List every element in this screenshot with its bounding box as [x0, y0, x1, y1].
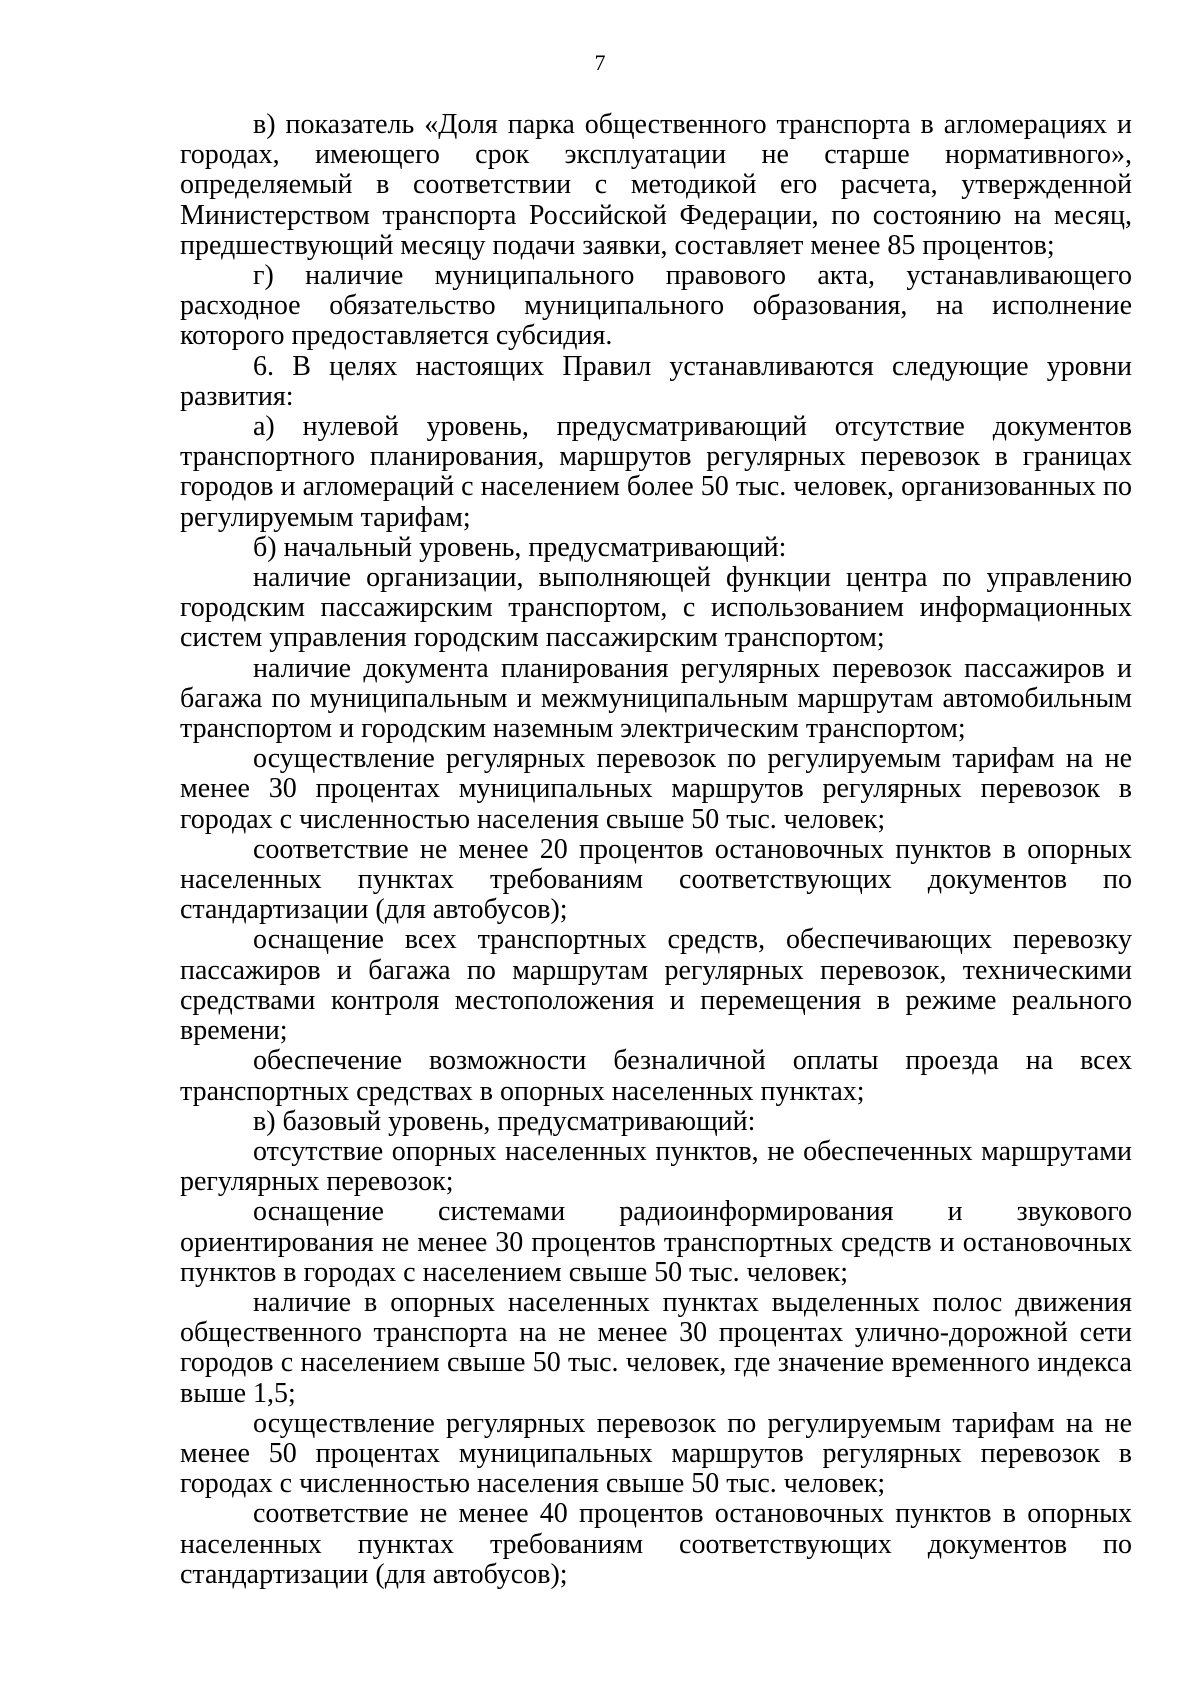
paragraph-v-indicator: в) показатель «Доля парка общественного транспорта в агломерациях и городах, имеющего срок эксплуатации не старше нормативного», определяемый в соответствии с методикой его расчета, утвержденной Министерством транспорта Российской Федерации, по состоянию на месяц, предшествующий месяцу подачи заявки, составляет менее 85 процентов;	[180, 109, 1132, 261]
paragraph-a-zero-level: а) нулевой уровень, предусматривающий отсутствие документов транспортного планирования, маршрутов регулярных перевозок в границах городов и агломераций с населением более 50 тыс. человек, организованных по регулируемым тарифам;	[180, 411, 1132, 533]
list-item: наличие организации, выполняющей функции центра по управлению городским пассажирским транспортом, с использованием информационных систем управления городским пассажирским транспортом;	[180, 562, 1132, 654]
list-item: соответствие не менее 20 процентов остановочных пунктов в опорных населенных пунктах требованиям соответствующих документов по стандартизации (для автобусов);	[180, 833, 1132, 926]
list-item: оснащение системами радиоинформирования и звукового ориентирования не менее 30 процентов транспортных средств и остановочных пунктов в городах с населением свыше 50 тыс. человек;	[180, 1196, 1132, 1288]
paragraph-g-municipal-act: г) наличие муниципального правового акта, устанавливающего расходное обязательство муниципального образования, на исполнение которого предоставляется субсидия.	[180, 260, 1132, 352]
paragraph-b-initial-level: б) начальный уровень, предусматривающий:	[253, 531, 787, 563]
list-item: наличие документа планирования регулярных перевозок пассажиров и багажа по муниципальным и межмуниципальным маршрутам автомобильным транспортом и городским наземным электрическим транспортом;	[180, 652, 1132, 745]
list-item: оснащение всех транспортных средств, обеспечивающих перевозку пассажиров и багажа по маршрутам регулярных перевозок, техническими средствами контроля местоположения и перемещения в режиме реального времени;	[180, 924, 1132, 1047]
page-number: 7	[594, 50, 606, 75]
list-item: соответствие не менее 40 процентов остановочных пунктов в опорных населенных пунктах требованиям соответствующих документов по стандартизации (для автобусов);	[180, 1498, 1132, 1590]
paragraph-v-base-level: в) базовый уровень, предусматривающий:	[253, 1105, 756, 1137]
list-item: обеспечение возможности безналичной оплаты проезда на всех транспортных средствах в опорных населенных пунктах;	[180, 1045, 1132, 1107]
list-item: осуществление регулярных перевозок по регулируемым тарифам на не менее 30 процентах муниципальных маршрутов регулярных перевозок в городах с численностью населения свыше 50 тыс. человек;	[180, 743, 1132, 835]
document-body	[180, 110, 1132, 1590]
list-item: осуществление регулярных перевозок по регулируемым тарифам на не менее 50 процентах муниципальных маршрутов регулярных перевозок в городах с численностью населения свыше 50 тыс. человек;	[180, 1407, 1132, 1500]
list-item: отсутствие опорных населенных пунктов, не обеспеченных маршрутами регулярных перевозок;	[180, 1135, 1132, 1198]
list-item: наличие в опорных населенных пунктах выделенных полос движения общественного транспорта на не менее 30 процентах улично-дорожной сети городов с населением свыше 50 тыс. человек, где значение временного индекса выше 1,5;	[180, 1286, 1132, 1409]
paragraph-6-levels: 6. В целях настоящих Правил устанавливаются следующие уровни развития:	[180, 350, 1132, 412]
